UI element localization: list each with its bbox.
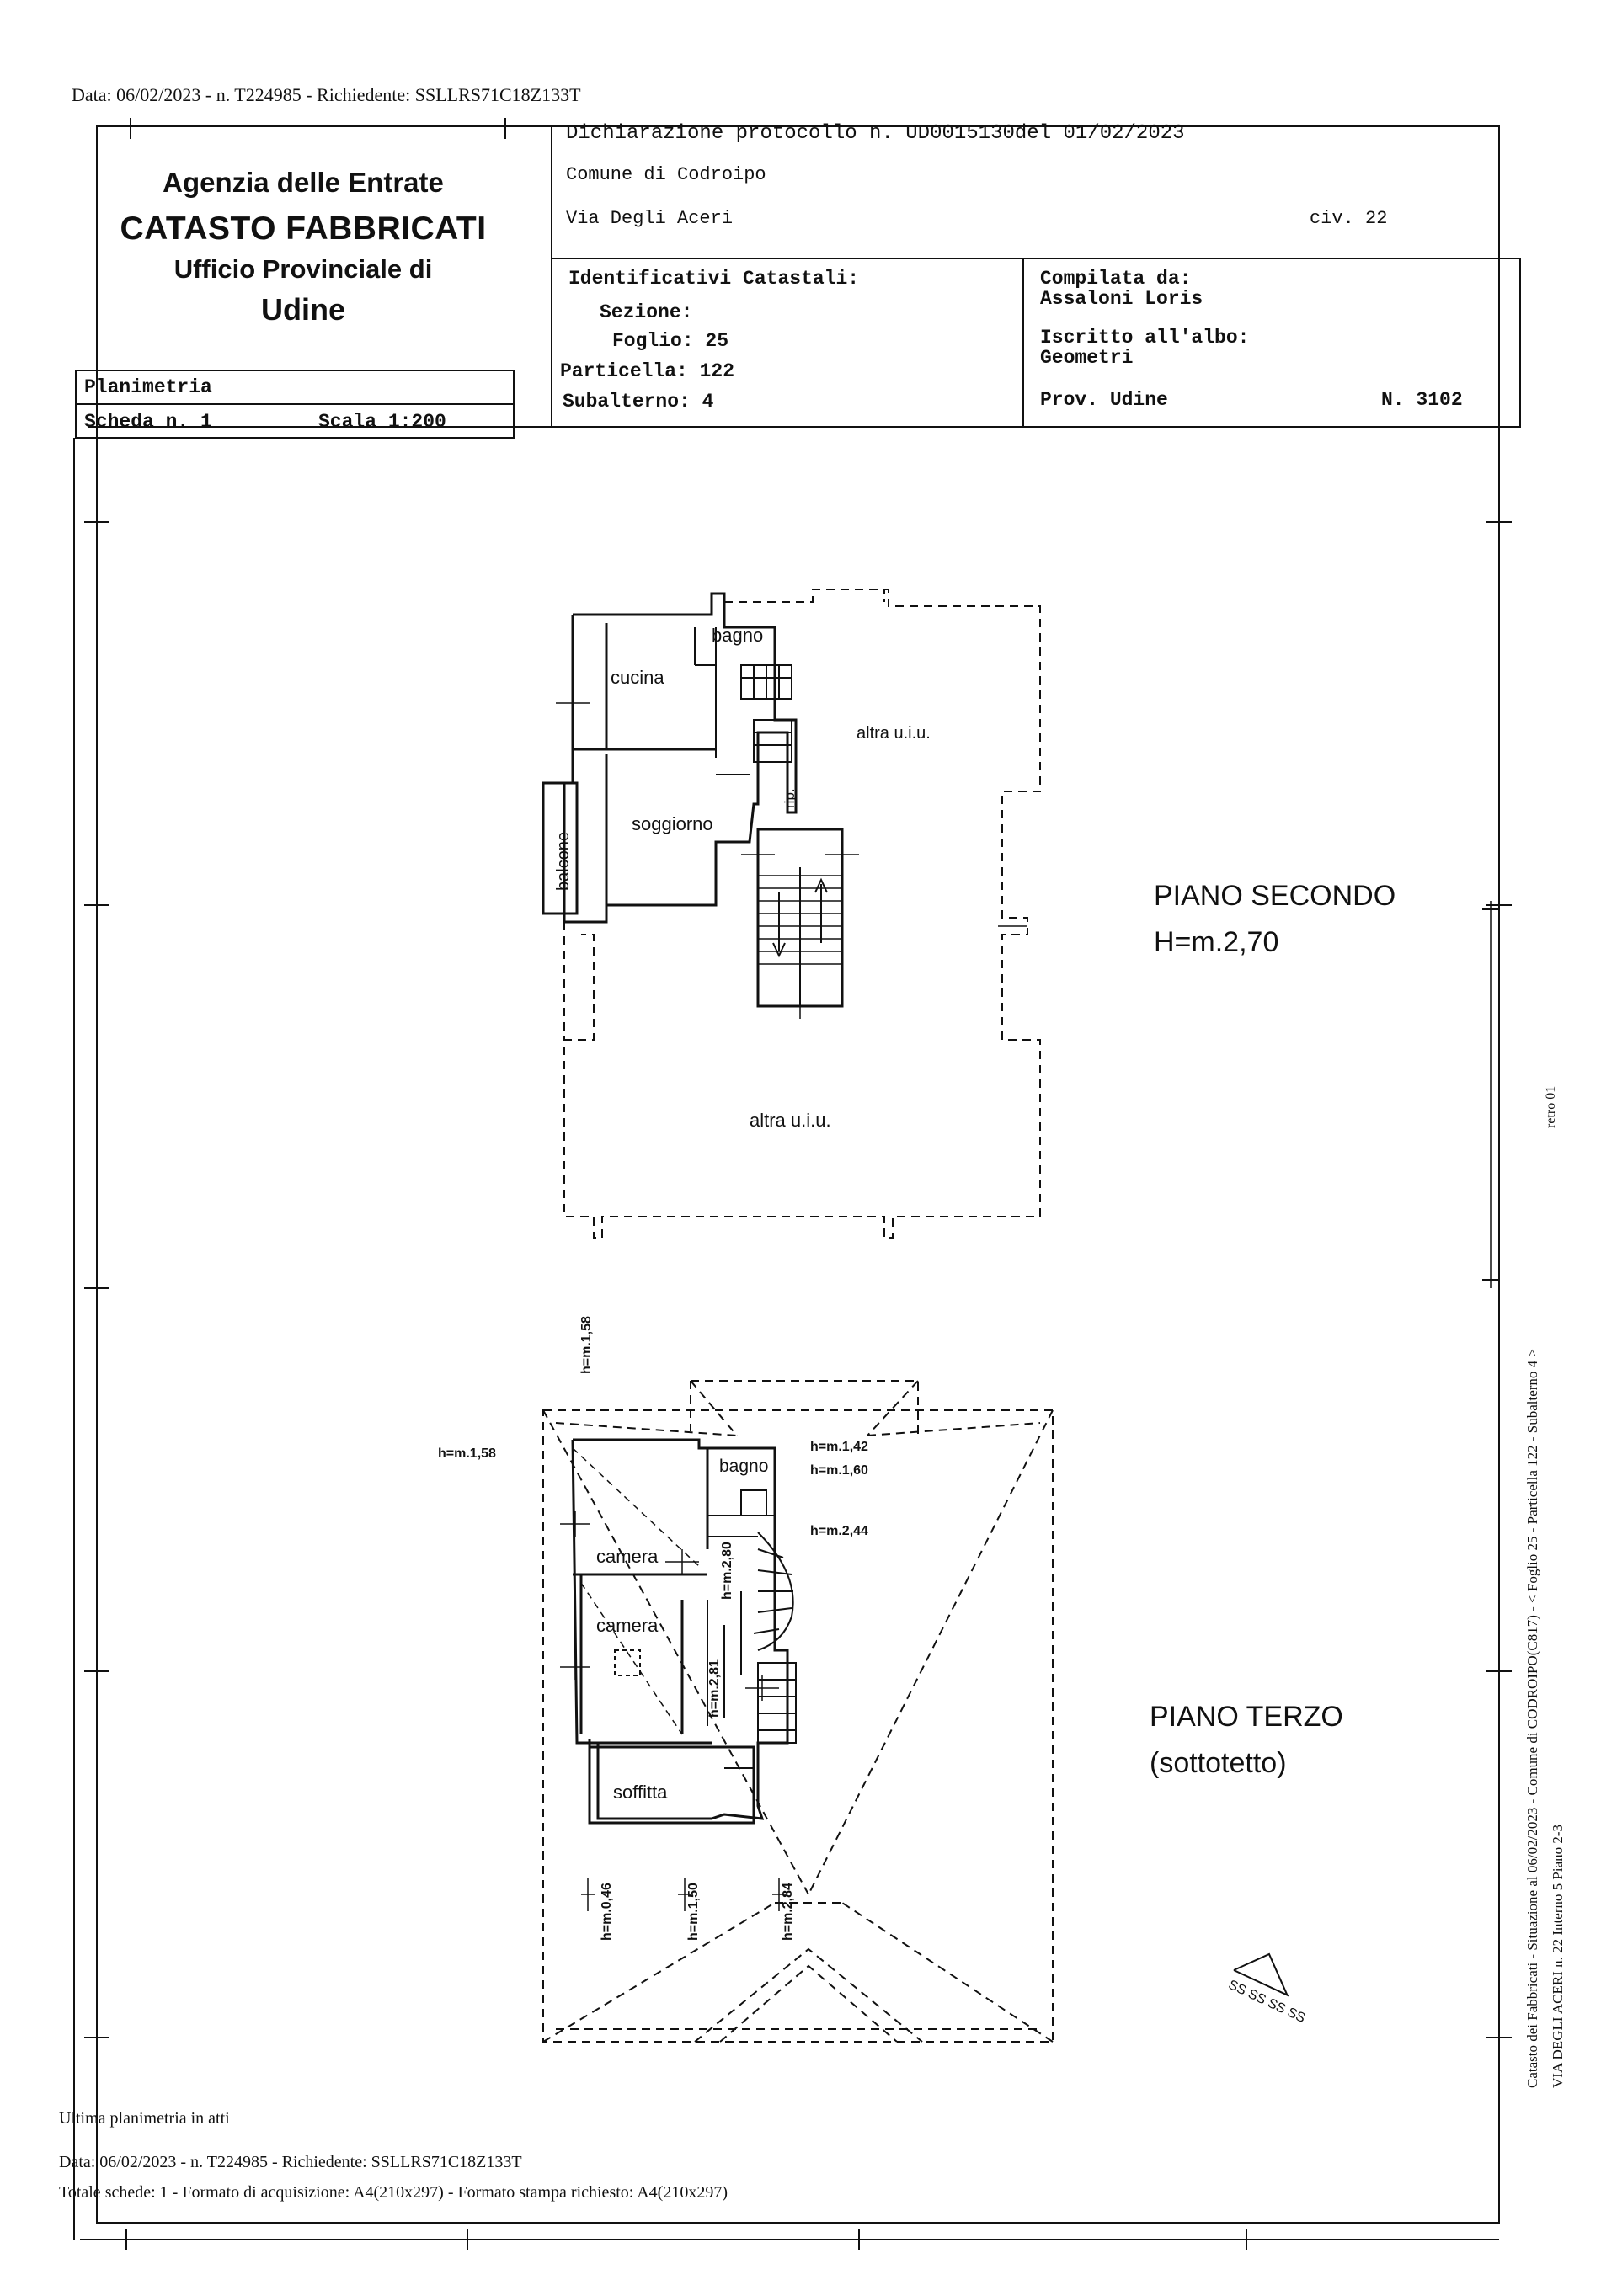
dichiarazione: Dichiarazione protocollo n. UD0015130del 01/02/2023: [566, 122, 1185, 145]
civico: civ. 22: [1310, 208, 1388, 229]
piano-terzo-title: PIANO TERZO: [1150, 1701, 1343, 1733]
height-label: h=m.1,42: [810, 1440, 868, 1454]
outer-frame: [97, 126, 1499, 2223]
room-soffitta: soffitta: [613, 1782, 668, 1803]
room-altra-uiu-2: altra u.i.u.: [750, 1110, 831, 1131]
agency-name: Agenzia delle Entrate: [163, 167, 444, 198]
height-label: h=m.0,46: [600, 1883, 614, 1941]
room-altra-uiu-1: altra u.i.u.: [857, 724, 931, 743]
office-city: Udine: [260, 292, 345, 327]
compilatore: Assaloni Loris: [1040, 288, 1203, 310]
identificativi-label: Identificativi Catastali:: [568, 268, 860, 290]
via: Via Degli Aceri: [566, 208, 734, 229]
north-arrow-icon: [1225, 1943, 1323, 2026]
retro-stamp: retro 01: [1544, 1085, 1558, 1128]
bottom-data-line: Data: 06/02/2023 - n. T224985 - Richiedente: SSLLRS71C18Z133T: [59, 2153, 522, 2171]
height-label: h=m.2,80: [720, 1542, 734, 1600]
piano-secondo-height: H=m.2,70: [1154, 926, 1279, 958]
height-label: h=m.1,58: [438, 1446, 496, 1461]
foglio: Foglio: 25: [612, 330, 729, 352]
compilata-label: Compilata da:: [1040, 268, 1192, 290]
catasto-title: CATASTO FABBRICATI: [120, 210, 487, 247]
height-label: h=m.2,84: [781, 1883, 795, 1941]
planimetria-label: Planimetria: [84, 376, 212, 398]
svg-text:SS SS SS SS: SS SS SS SS: [1225, 1978, 1308, 2027]
comune: Comune di Codroipo: [566, 164, 766, 185]
scheda-label: Scheda n. 1: [84, 411, 212, 433]
subalterno: Subalterno: 4: [563, 391, 714, 413]
room-ripostiglio: rip.: [782, 788, 798, 808]
room-camera-2: camera: [596, 1615, 659, 1636]
numero-albo: N. 3102: [1381, 389, 1463, 411]
totale-schede-line: Totale schede: 1 - Formato di acquisizione: A4(210x297) - Formato stampa richiesto: A4(210x297): [59, 2183, 728, 2202]
iscritto-label: Iscritto all'albo:: [1040, 327, 1250, 349]
room-soggiorno: soggiorno: [632, 813, 713, 834]
height-label: h=m.2,81: [707, 1659, 722, 1718]
top-request-line: Data: 06/02/2023 - n. T224985 - Richiedente: SSLLRS71C18Z133T: [72, 84, 581, 105]
height-label: h=m.1,50: [686, 1883, 701, 1941]
ultima-planimetria: Ultima planimetria in atti: [59, 2109, 230, 2128]
albo: Geometri: [1040, 347, 1134, 369]
room-cucina: cucina: [611, 667, 664, 688]
roof-outline: [543, 1410, 1053, 2042]
scala-label: Scala 1:200: [318, 411, 446, 433]
side-situazione-text: Catasto dei Fabbricati - Situazione al 06/02/2023 - Comune di CODROIPO(C817) - < Foglio 25 - Particella 122 - Subalterno 4 >: [1524, 1348, 1540, 2088]
room-bagno-3: bagno: [719, 1457, 769, 1476]
side-address-text: VIA DEGLI ACERI n. 22 Interno 5 Piano 2-3: [1550, 1824, 1566, 2088]
room-camera-1: camera: [596, 1546, 659, 1567]
particella: Particella: 122: [560, 360, 735, 382]
sezione: Sezione:: [600, 301, 693, 323]
provincia: Prov. Udine: [1040, 389, 1168, 411]
height-label: h=m.1,58: [579, 1316, 594, 1374]
height-label: h=m.1,60: [810, 1463, 868, 1478]
piano-secondo-title: PIANO SECONDO: [1154, 880, 1396, 912]
piano-terzo-subtitle: (sottotetto): [1150, 1747, 1287, 1779]
ufficio-label: Ufficio Provinciale di: [173, 254, 433, 284]
height-label: h=m.2,44: [810, 1524, 868, 1538]
room-bagno-2: bagno: [712, 625, 764, 646]
room-balcone: balcone: [554, 831, 573, 891]
